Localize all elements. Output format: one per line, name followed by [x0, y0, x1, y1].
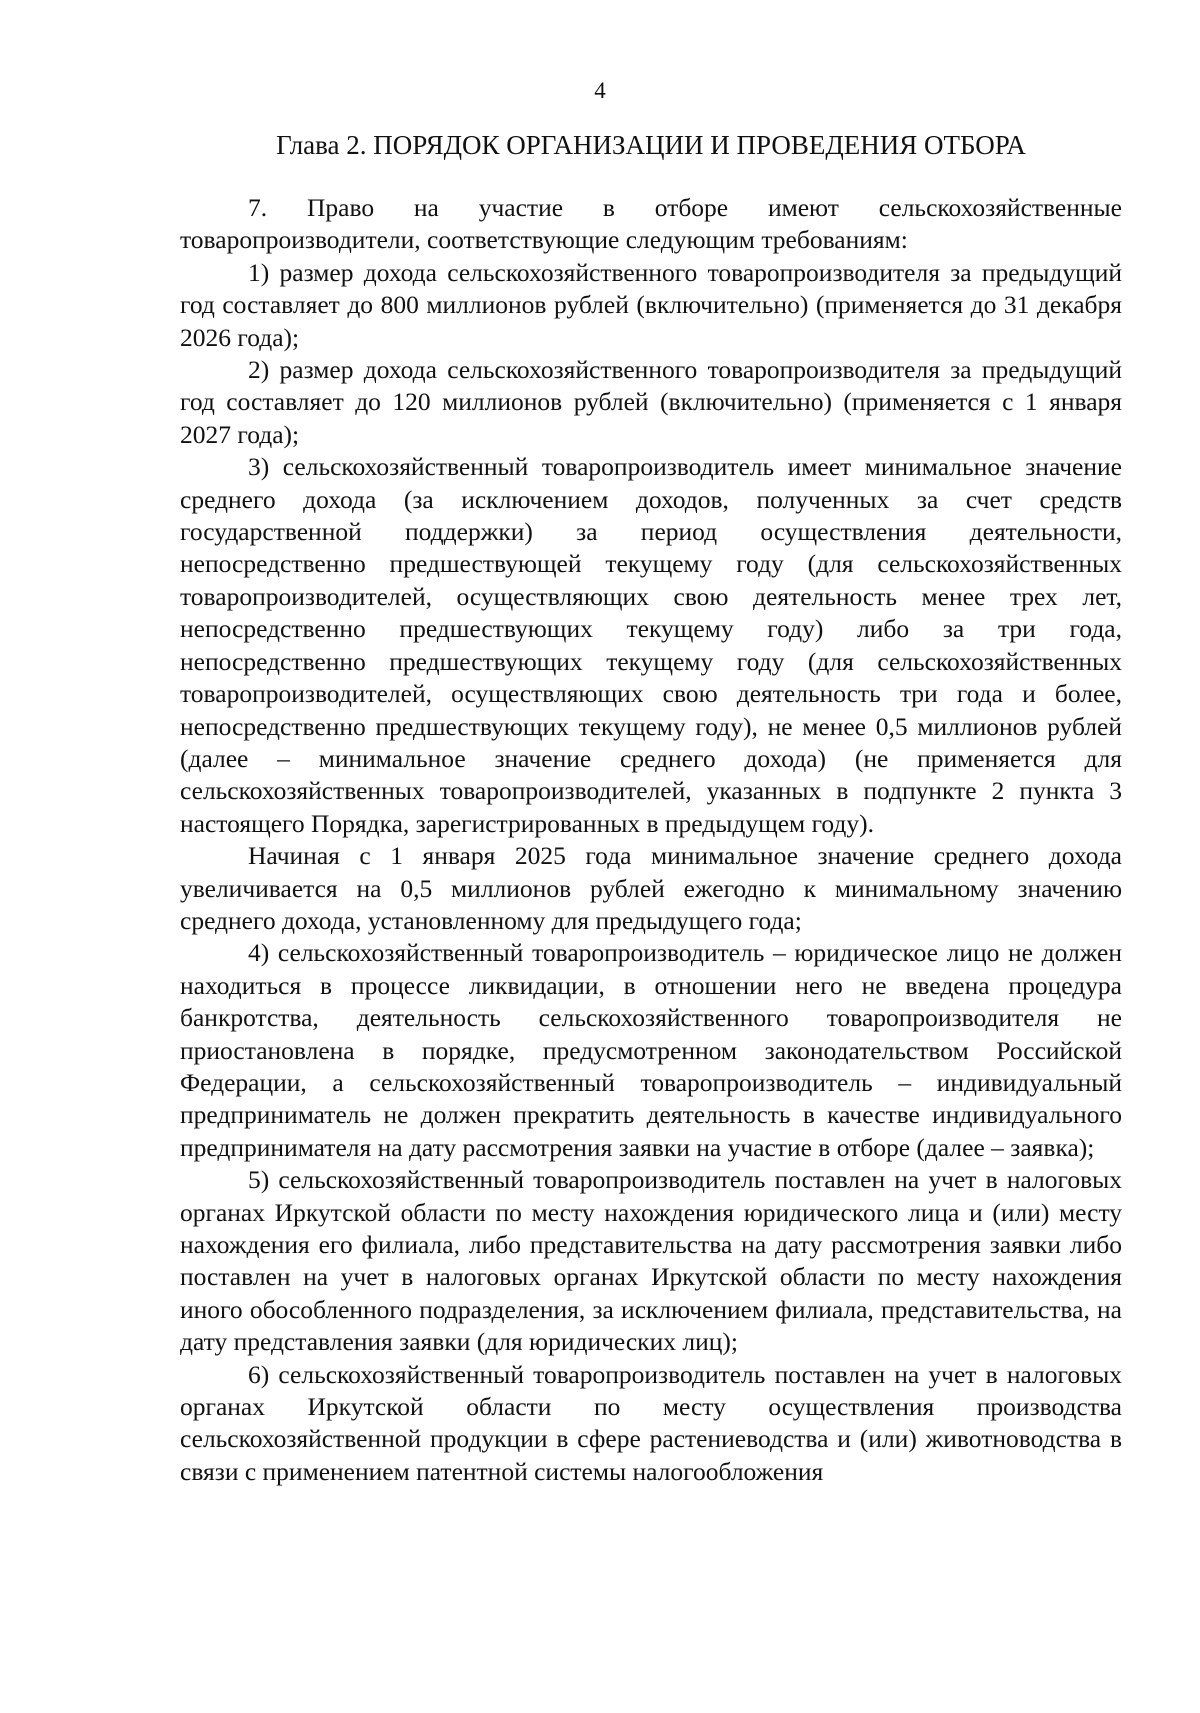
- page-number: 4: [594, 78, 606, 103]
- paragraph-7-2: 2) размер дохода сельскохозяйственного товаропроизводителя за предыдущий год составляет до 120 миллионов рублей (включительно) (применяется с 1 января 2027 года);: [180, 355, 1122, 449]
- chapter-title: Глава 2. ПОРЯДОК ОРГАНИЗАЦИИ И ПРОВЕДЕНИЯ ОТБОРА: [276, 130, 1026, 160]
- paragraph-7-4: 4) сельскохозяйственный товаропроизводитель – юридическое лицо не должен находиться в процессе ликвидации, в отношении него не введена процедура банкротства, деятельность сельскохозяйственного товаропроизводителя не приостановлена в порядке, предусмотренном законодательством Российской Федерации, а сельскохозяйственный товаропроизводитель – индивидуальный предприниматель не должен прекратить деятельность в качестве индивидуального предпринимателя на дату рассмотрения заявки на участие в отборе (далее – заявка);: [180, 938, 1122, 1162]
- body-text: [180, 192, 1122, 1488]
- paragraph-7-1: 1) размер дохода сельскохозяйственного товаропроизводителя за предыдущий год составляет до 800 миллионов рублей (включительно) (применяется до 31 декабря 2026 года);: [180, 257, 1122, 352]
- paragraph-7-3: 3) сельскохозяйственный товаропроизводитель имеет минимальное значение среднего дохода (за исключением доходов, полученных за счет средств государственной поддержки) за период осуществления деятельности, непосредственно предшествующей текущему году (для сельскохозяйственных товаропроизводителей, осуществляющих свою деятельность менее трех лет, непосредственно предшествующих текущему году) либо за три года, непосредственно предшествующих текущему году (для сельскохозяйственных товаропроизводителей, осуществляющих свою деятельность три года и более, непосредственно предшествующих текущему году), не менее 0,5 миллионов рублей (далее – минимальное значение среднего дохода) (не применяется для сельскохозяйственных товаропроизводителей, указанных в подпункте 2 пункта 3 настоящего Порядка, зарегистрированных в предыдущем году).: [180, 452, 1122, 838]
- paragraph-7-5: 5) сельскохозяйственный товаропроизводитель поставлен на учет в налоговых органах Иркутской области по месту нахождения юридического лица и (или) месту нахождения его филиала, либо представительства на дату рассмотрения заявки либо поставлен на учет в налоговых органах Иркутской области по месту нахождения иного обособленного подразделения, за исключением филиала, представительства, на дату представления заявки (для юридических лиц);: [180, 1165, 1122, 1357]
- paragraph-7-6: 6) сельскохозяйственный товаропроизводитель поставлен на учет в налоговых органах Иркутской области по месту осуществления производства сельскохозяйственной продукции в сфере растениеводства и (или) животноводства в связи с применением патентной системы налогообложения: [180, 1359, 1122, 1486]
- paragraph-7: 7. Право на участие в отборе имеют сельскохозяйственные товаропроизводители, соответствующие следующим требованиям:: [180, 193, 1122, 255]
- paragraph-7-3-continuation: Начиная с 1 января 2025 года минимальное значение среднего дохода увеличивается на 0,5 миллионов рублей ежегодно к минимальному значению среднего дохода, установленному для предыдущего года;: [180, 841, 1122, 935]
